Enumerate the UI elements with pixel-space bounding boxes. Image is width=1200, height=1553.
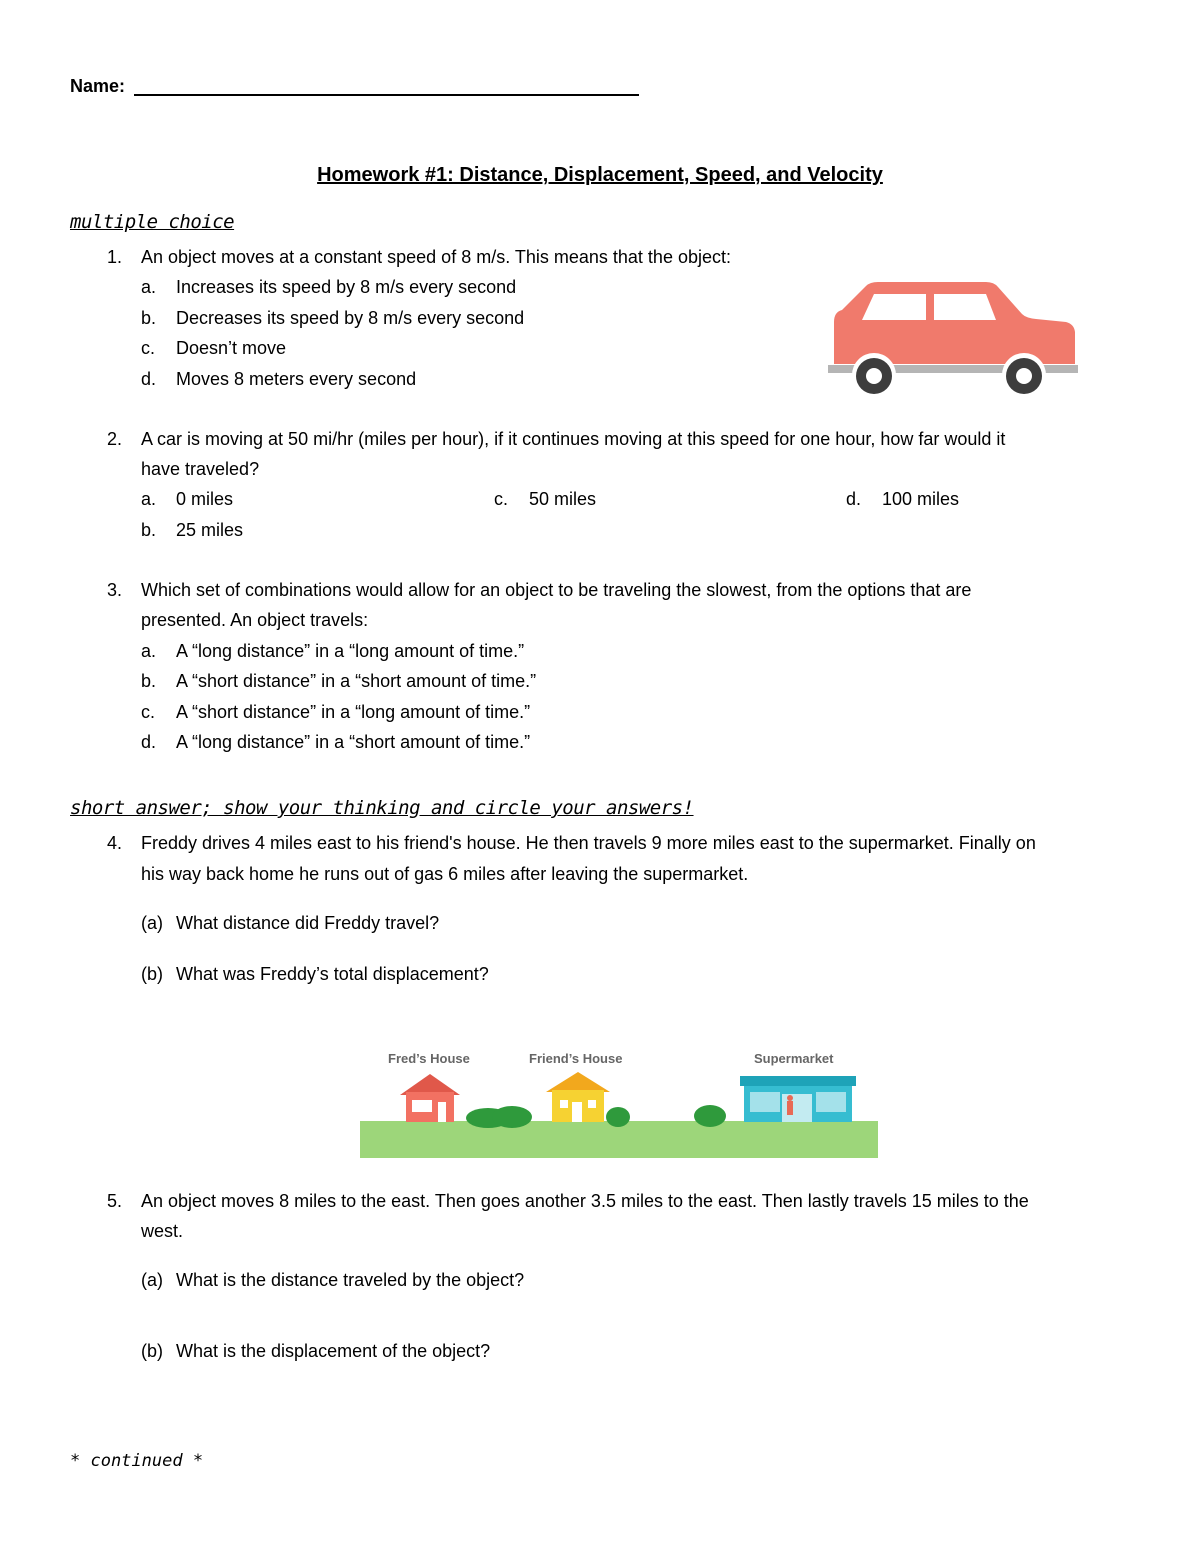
label-supermarket: Supermarket <box>754 1051 834 1066</box>
part-text: What was Freddy’s total displacement? <box>176 964 489 984</box>
part-label: (a) <box>141 1270 163 1290</box>
supermarket-window <box>816 1092 846 1112</box>
option-text: Doesn’t move <box>176 338 287 358</box>
footer-continued: * continued * <box>70 1451 204 1471</box>
part-text: What is the displacement of the object? <box>176 1341 491 1361</box>
option-letter: a. <box>141 489 157 509</box>
option-letter: b. <box>141 520 157 540</box>
question-number: 2. <box>106 429 122 449</box>
question-number: 1. <box>106 247 122 267</box>
car-illustration <box>826 282 1082 400</box>
option-text: A “long distance” in a “long amount of time.” <box>176 641 525 661</box>
question-text: An object moves at a constant speed of 8 m/s. This means that the object: <box>141 247 731 267</box>
question-text: Freddy drives 4 miles east to his friend's house. He then travels 9 more miles east to the supermarket. Finally on <box>141 833 1036 853</box>
option-letter: d. <box>141 369 157 389</box>
question-text: An object moves 8 miles to the east. Then goes another 3.5 miles to the east. Then lastly travels 15 miles to the <box>141 1191 1029 1211</box>
option-letter: a. <box>141 277 157 297</box>
supermarket-door <box>782 1094 812 1122</box>
option-text: A “long distance” in a “short amount of time.” <box>176 732 531 752</box>
option-letter: b. <box>141 308 157 328</box>
option-letter: d. <box>141 732 157 752</box>
bush <box>606 1107 630 1127</box>
name-label: Name: <box>70 76 126 96</box>
friends-house-door <box>572 1102 582 1122</box>
option-text: 50 miles <box>529 489 597 509</box>
option-text: Decreases its speed by 8 m/s every second <box>176 308 525 328</box>
option-letter: a. <box>141 641 157 661</box>
option-letter: c. <box>494 489 509 509</box>
option-text: Moves 8 meters every second <box>176 369 417 389</box>
question-text: his way back home he runs out of gas 6 miles after leaving the supermarket. <box>141 864 749 884</box>
option-letter: b. <box>141 671 157 691</box>
wheel-hub <box>1016 368 1032 384</box>
question-number: 3. <box>106 580 122 600</box>
supermarket-sign <box>740 1076 856 1086</box>
option-text: 25 miles <box>176 520 244 540</box>
part-label: (b) <box>141 1341 163 1361</box>
option-text: 100 miles <box>882 489 960 509</box>
supermarket-window <box>750 1092 780 1112</box>
shopper-body <box>787 1101 793 1115</box>
option-text: A “short distance” in a “long amount of time.” <box>176 702 531 722</box>
question-text: Which set of combinations would allow for an object to be traveling the slowest, from the options that are <box>141 580 972 600</box>
page-title: Homework #1: Distance, Displacement, Speed, and Velocity <box>317 164 883 186</box>
label-freds-house: Fred’s House <box>388 1051 470 1066</box>
section-short-answer: short answer; show your thinking and circle your answers! <box>70 797 694 819</box>
question-text: presented. An object travels: <box>141 610 369 630</box>
part-text: What distance did Freddy travel? <box>176 913 440 933</box>
town-scene <box>360 1040 880 1160</box>
friends-house-window <box>588 1100 596 1108</box>
label-friends-house: Friend’s House <box>529 1051 623 1066</box>
option-text: 0 miles <box>176 489 234 509</box>
friends-house-window <box>560 1100 568 1108</box>
part-label: (b) <box>141 964 163 984</box>
option-letter: c. <box>141 702 156 722</box>
question-text: have traveled? <box>141 459 260 479</box>
question-number: 5. <box>106 1191 122 1211</box>
freds-house-window <box>412 1100 432 1112</box>
part-text: What is the distance traveled by the object? <box>176 1270 525 1290</box>
question-text: A car is moving at 50 mi/hr (miles per hour), if it continues moving at this speed for one hour, how far would it <box>141 429 1006 449</box>
name-input-line[interactable] <box>134 94 639 96</box>
option-text: A “short distance” in a “short amount of time.” <box>176 671 537 691</box>
freds-house-roof <box>400 1074 460 1095</box>
question-number: 4. <box>106 833 122 853</box>
wheel-hub <box>866 368 882 384</box>
car-window-rear <box>934 294 996 320</box>
section-multiple-choice: multiple choice <box>70 211 235 233</box>
question-text: west. <box>141 1221 184 1241</box>
shopper <box>787 1095 793 1101</box>
option-text: Increases its speed by 8 m/s every second <box>176 277 517 297</box>
option-letter: c. <box>141 338 156 358</box>
friends-house-roof <box>546 1072 610 1092</box>
part-label: (a) <box>141 913 163 933</box>
option-letter: d. <box>846 489 862 509</box>
bush <box>694 1105 726 1127</box>
bush <box>492 1106 532 1128</box>
town-illustration <box>360 1040 880 1160</box>
freds-house-door <box>438 1102 446 1122</box>
